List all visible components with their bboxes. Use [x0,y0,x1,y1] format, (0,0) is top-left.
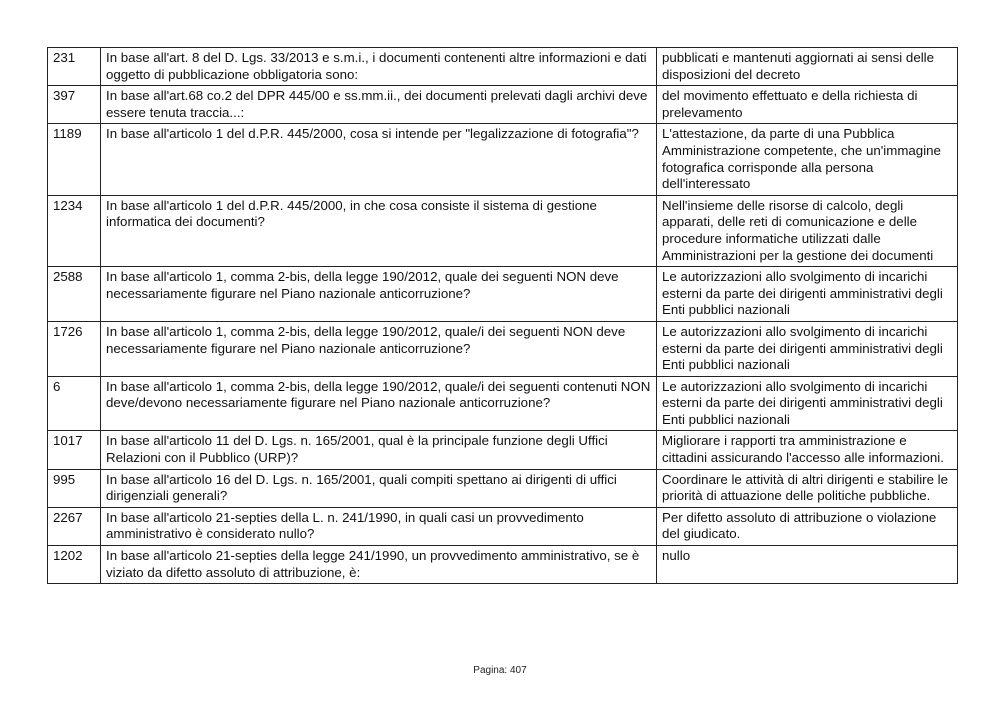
question-id: 995 [48,469,101,507]
question-text: In base all'articolo 1, comma 2-bis, della legge 190/2012, quale dei seguenti NON deve necessariamente figurare nel Piano nazionale anticorruzione? [101,267,657,322]
question-id: 1189 [48,124,101,195]
answer-text: Per difetto assoluto di attribuzione o violazione del giudicato. [657,507,958,545]
table-row [48,124,958,195]
question-text: In base all'art.68 co.2 del DPR 445/00 e ss.mm.ii., dei documenti prelevati dagli archivi deve essere tenuta traccia...: [101,86,657,124]
answer-text: Nell'insieme delle risorse di calcolo, degli apparati, delle reti di comunicazione e delle procedure informatiche utilizzati dalle Amministrazioni per la gestione dei documenti [657,195,958,266]
table-row [48,267,958,322]
answer-text: Le autorizzazioni allo svolgimento di incarichi esterni da parte dei dirigenti amministrativi degli Enti pubblici nazionali [657,321,958,376]
question-text: In base all'articolo 21-septies della L. n. 241/1990, in quali casi un provvedimento amministrativo è considerato nullo? [101,507,657,545]
answer-text: Migliorare i rapporti tra amministrazione e cittadini assicurando l'accesso alle informazioni. [657,431,958,469]
questions-table-body [48,48,958,584]
question-id: 6 [48,376,101,431]
answer-text: pubblicati e mantenuti aggiornati ai sensi delle disposizioni del decreto [657,48,958,86]
questions-table [47,47,958,584]
question-id: 2267 [48,507,101,545]
question-text: In base all'articolo 11 del D. Lgs. n. 165/2001, qual è la principale funzione degli Uffici Relazioni con il Pubblico (URP)? [101,431,657,469]
question-id: 1234 [48,195,101,266]
answer-text: Le autorizzazioni allo svolgimento di incarichi esterni da parte dei dirigenti amministrativi degli Enti pubblici nazionali [657,376,958,431]
question-id: 397 [48,86,101,124]
table-row [48,546,958,584]
answer-text: Le autorizzazioni allo svolgimento di incarichi esterni da parte dei dirigenti amministrativi degli Enti pubblici nazionali [657,267,958,322]
answer-text: L'attestazione, da parte di una Pubblica Amministrazione competente, che un'immagine fotografica corrisponde alla persona dell'interessato [657,124,958,195]
table-row [48,376,958,431]
answer-text: del movimento effettuato e della richiesta di prelevamento [657,86,958,124]
page-number: Pagina: 407 [473,665,527,676]
question-id: 1017 [48,431,101,469]
question-text: In base all'articolo 1 del d.P.R. 445/2000, cosa si intende per "legalizzazione di fotografia"? [101,124,657,195]
question-text: In base all'articolo 21-septies della legge 241/1990, un provvedimento amministrativo, se è viziato da difetto assoluto di attribuzione, è: [101,546,657,584]
answer-text: Coordinare le attività di altri dirigenti e stabilire le priorità di attuazione delle politiche pubbliche. [657,469,958,507]
table-row [48,86,958,124]
question-id: 1202 [48,546,101,584]
table-row [48,195,958,266]
table-row [48,507,958,545]
question-id: 231 [48,48,101,86]
question-text: In base all'articolo 1 del d.P.R. 445/2000, in che cosa consiste il sistema di gestione informatica dei documenti? [101,195,657,266]
table-row [48,469,958,507]
answer-text: nullo [657,546,958,584]
table-row [48,431,958,469]
question-text: In base all'articolo 1, comma 2-bis, della legge 190/2012, quale/i dei seguenti contenuti NON deve/devono necessariamente figurare nel Piano nazionale anticorruzione? [101,376,657,431]
question-text: In base all'articolo 16 del D. Lgs. n. 165/2001, quali compiti spettano ai dirigenti di uffici dirigenziali generali? [101,469,657,507]
question-id: 1726 [48,321,101,376]
question-text: In base all'art. 8 del D. Lgs. 33/2013 e s.m.i., i documenti contenenti altre informazioni e dati oggetto di pubblicazione obbligatoria sono: [101,48,657,86]
question-text: In base all'articolo 1, comma 2-bis, della legge 190/2012, quale/i dei seguenti NON deve necessariamente figurare nel Piano nazionale anticorruzione? [101,321,657,376]
table-row [48,321,958,376]
table-row [48,48,958,86]
question-id: 2588 [48,267,101,322]
